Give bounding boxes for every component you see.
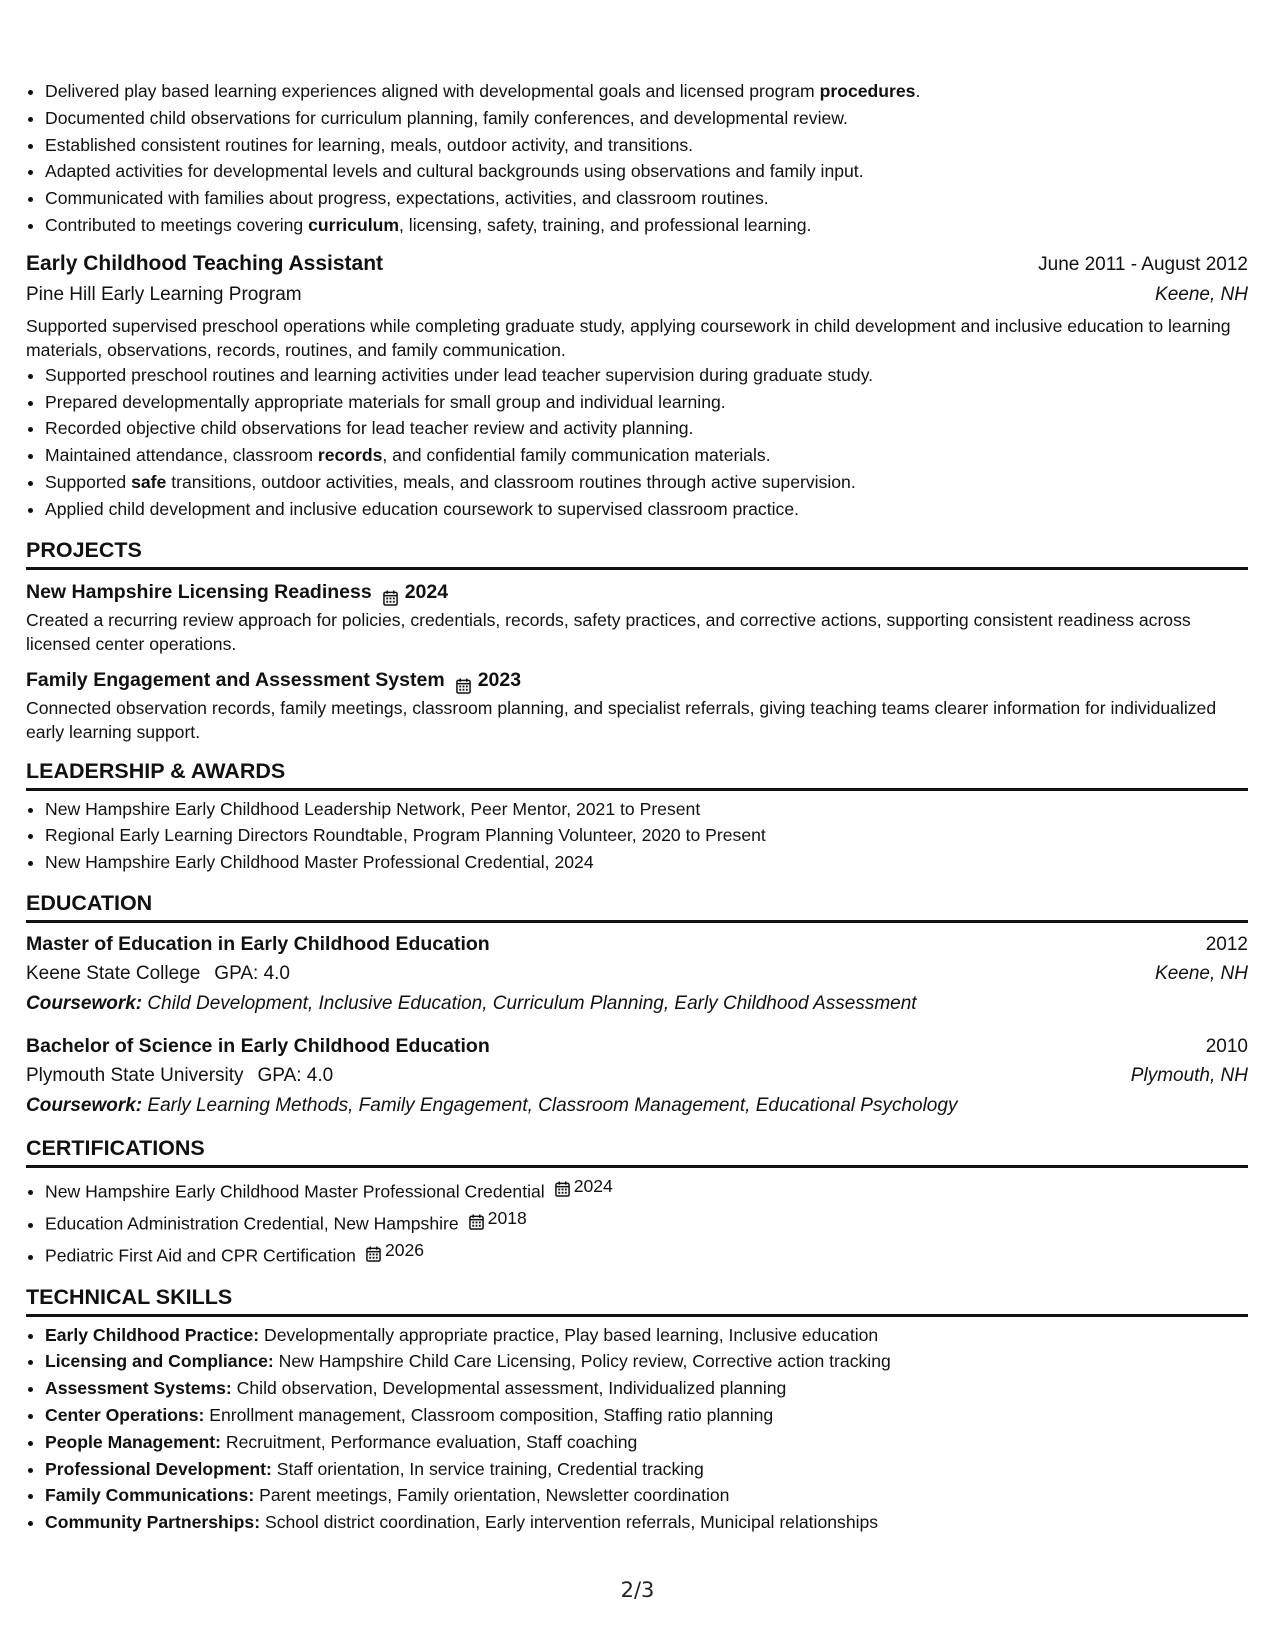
bullet-text: Maintained attendance, classroom — [45, 445, 318, 466]
skills-list — [26, 1322, 1248, 1536]
certifications-list — [26, 1173, 1248, 1270]
list-item — [45, 1205, 1248, 1237]
leadership-list — [26, 796, 1248, 876]
list-item — [45, 105, 1248, 132]
school-name: Plymouth State University — [26, 1064, 244, 1086]
bullet-text: , licensing, safety, training, and professional learning. — [399, 214, 812, 235]
degree-title: Master of Education in Early Childhood Education — [26, 932, 490, 955]
certification-year: 2026 — [384, 1240, 425, 1261]
list-item: • New Hampshire Early Childhood Master Professional Credential, 2024 — [45, 849, 1248, 876]
list-item — [45, 1482, 1248, 1509]
bullet-text: Supported — [45, 471, 132, 492]
job-dates: June 2011 - August 2012 — [1038, 253, 1248, 275]
education-header — [26, 923, 1248, 959]
job-header — [26, 239, 1248, 279]
list-item — [45, 362, 1248, 389]
skill-label: Center Operations: — [45, 1404, 205, 1425]
coursework — [26, 1091, 1248, 1121]
list-item — [45, 389, 1248, 416]
list-item — [45, 469, 1248, 496]
certification-name: New Hampshire Early Childhood Master Professional Credential — [45, 1181, 545, 1202]
skill-label: Community Partnerships: — [45, 1512, 261, 1533]
skill-value: Parent meetings, Family orientation, Newsletter coordination — [254, 1485, 730, 1506]
degree-title: Bachelor of Science in Early Childhood Education — [26, 1034, 490, 1057]
certification-year: 2024 — [573, 1175, 613, 1196]
gpa: GPA: 4.0 — [257, 1064, 334, 1086]
bullet-text: transitions, outdoor activities, meals, and classroom routines through active supervision. — [166, 471, 856, 492]
project-title-row — [26, 664, 1248, 696]
skill-label: Licensing and Compliance: — [45, 1351, 274, 1372]
list-item — [45, 442, 1248, 469]
job-org-row — [26, 279, 1248, 311]
gpa: GPA: 4.0 — [214, 962, 290, 984]
list-item — [45, 132, 1248, 159]
bullet-text: Communicated with families about progress, expectations, activities, and classroom routines. — [45, 188, 769, 209]
project-title: New Hampshire Licensing Readiness — [26, 580, 372, 603]
bullet-text: Recorded objective child observations for lead teacher review and activity planning. — [45, 418, 694, 439]
calendar-icon — [469, 1211, 484, 1227]
school-location: Plymouth, NH — [1130, 1064, 1248, 1086]
list-item — [45, 1402, 1248, 1429]
bullet-text: Contributed to meetings covering — [45, 214, 309, 235]
job-location: Keene, NH — [1155, 283, 1248, 305]
section-title-leadership: LEADERSHIP & AWARDS — [26, 756, 1248, 791]
skill-label: Assessment Systems: — [45, 1378, 232, 1399]
skill-value: Enrollment management, Classroom composition, Staffing ratio planning — [204, 1404, 774, 1425]
project-description: Connected observation records, family meetings, classroom planning, and specialist referrals, giving teaching teams clearer information for individualized early learning support. — [26, 697, 1217, 742]
coursework-label: Coursework: — [26, 992, 143, 1014]
skill-value: School district coordination, Early intervention referrals, Municipal relationships — [260, 1512, 879, 1533]
experience-bullets-top — [26, 78, 1248, 239]
coursework-label: Coursework: — [26, 1094, 143, 1116]
list-item — [45, 1456, 1248, 1483]
bold-text: procedures — [819, 81, 916, 101]
list-item — [45, 496, 1248, 523]
bullet-text: . — [915, 81, 921, 101]
section-title-certifications: CERTIFICATIONS — [26, 1133, 1248, 1168]
bullet-text: Prepared developmentally appropriate materials for small group and individual learning. — [45, 391, 726, 412]
list-item: • New Hampshire Early Childhood Leadership Network, Peer Mentor, 2021 to Present — [45, 796, 1248, 823]
project-year: 2024 — [404, 580, 449, 603]
certification-year-wrap — [366, 1237, 424, 1264]
skill-value: Child observation, Developmental assessment, Individualized planning — [231, 1378, 787, 1399]
list-item: • Regional Early Learning Directors Roundtable, Program Planning Volunteer, 2020 to Present — [45, 822, 1248, 849]
project-description: Created a recurring review approach for policies, credentials, records, safety practices, and corrective actions, supporting consistent readiness across licensed center operations. — [26, 609, 1191, 654]
certification-name: Pediatric First Aid and CPR Certification — [45, 1245, 356, 1266]
bold-text: records — [317, 445, 383, 466]
certification-year-wrap — [469, 1205, 527, 1232]
bullet-text: Supported preschool routines and learning activities under lead teacher supervision during graduate study. — [45, 364, 874, 385]
coursework-list: Child Development, Inclusive Education, Curriculum Planning, Early Childhood Assessment — [147, 992, 917, 1014]
education-school-row — [26, 1061, 1248, 1091]
job-bullets — [26, 362, 1248, 523]
skill-label: Early Childhood Practice: — [45, 1324, 260, 1345]
coursework — [26, 989, 1248, 1019]
bullet-text: , and confidential family communication materials. — [382, 445, 771, 466]
project-title: Family Engagement and Assessment System — [26, 668, 445, 691]
bullet-text: Established consistent routines for learning, meals, outdoor activity, and transitions. — [45, 134, 694, 155]
bullet-text: Applied child development and inclusive education coursework to supervised classroom practice. — [45, 498, 799, 519]
skill-value: Recruitment, Performance evaluation, Staff coaching — [220, 1431, 638, 1452]
list-item — [45, 1348, 1248, 1375]
list-item — [45, 1322, 1248, 1349]
section-title-education: EDUCATION — [26, 888, 1248, 923]
list-item — [45, 1429, 1248, 1456]
list-item — [45, 78, 1248, 105]
certification-year-wrap — [555, 1173, 613, 1200]
skill-value: Developmentally appropriate practice, Play based learning, Inclusive education — [259, 1324, 879, 1345]
school-info — [26, 959, 290, 989]
certification-year: 2018 — [487, 1208, 527, 1229]
calendar-icon — [366, 1243, 381, 1259]
education-header — [26, 1025, 1248, 1061]
bold-text: safe — [131, 471, 167, 492]
bullet-text: Delivered play based learning experiences aligned with developmental goals and licensed program — [45, 81, 820, 101]
job-summary: Supported supervised preschool operations while completing graduate study, applying coursework in child development and inclusive education to learning materials, observations, records, routines, and family communication. — [26, 315, 1231, 360]
section-title-projects: PROJECTS — [26, 535, 1248, 570]
project-year: 2023 — [477, 668, 522, 691]
certification-name: Education Administration Credential, New Hampshire — [45, 1213, 459, 1234]
skill-value: New Hampshire Child Care Licensing, Policy review, Corrective action tracking — [273, 1351, 891, 1372]
list-item — [45, 1237, 1248, 1269]
list-item — [45, 212, 1248, 239]
school-info — [26, 1061, 333, 1091]
skill-value: Staff orientation, In service training, Credential tracking — [271, 1458, 704, 1479]
calendar-icon — [456, 672, 471, 688]
bullet-text: Adapted activities for developmental levels and cultural backgrounds using observations and family input. — [45, 161, 864, 182]
list-item — [45, 185, 1248, 212]
list-item — [45, 1173, 1248, 1205]
list-item — [45, 415, 1248, 442]
list-item — [45, 1375, 1248, 1402]
education-school-row — [26, 959, 1248, 989]
project-title-row — [26, 576, 1248, 608]
resume-page — [26, 0, 1248, 1536]
list-item — [45, 1509, 1248, 1536]
list-item — [45, 158, 1248, 185]
skill-label: People Management: — [45, 1431, 221, 1452]
skill-label: Family Communications: — [45, 1485, 255, 1506]
coursework-list: Early Learning Methods, Family Engagement, Classroom Management, Educational Psychology — [147, 1094, 958, 1116]
education-list — [26, 923, 1248, 1121]
job-title: Early Childhood Teaching Assistant — [26, 251, 384, 275]
projects-list — [26, 576, 1248, 744]
school-name: Keene State College — [26, 962, 201, 984]
page-number: 2/3 — [620, 1578, 655, 1602]
skill-label: Professional Development: — [45, 1458, 272, 1479]
calendar-icon — [555, 1178, 570, 1194]
job-organization: Pine Hill Early Learning Program — [26, 283, 302, 305]
degree-year: 2010 — [1205, 1035, 1248, 1057]
bold-text: curriculum — [308, 214, 400, 235]
school-location: Keene, NH — [1155, 962, 1248, 984]
bullet-text: Documented child observations for curriculum planning, family conferences, and developmental review. — [45, 107, 848, 128]
section-title-skills: TECHNICAL SKILLS — [26, 1282, 1248, 1317]
degree-year: 2012 — [1205, 933, 1248, 955]
calendar-icon — [383, 584, 398, 600]
